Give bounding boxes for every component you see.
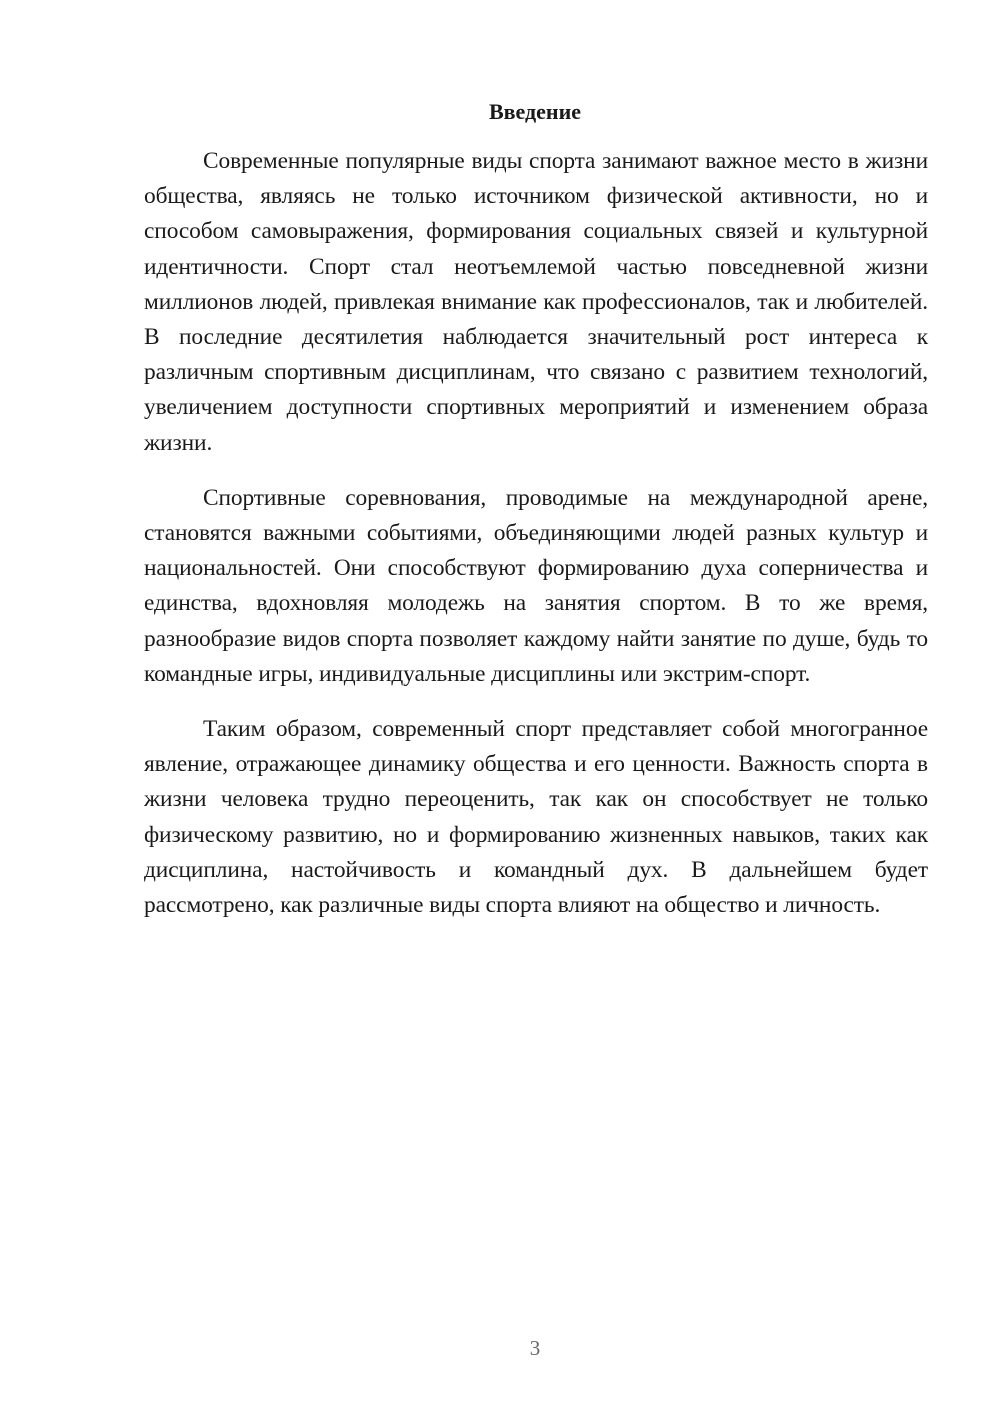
paragraph-3: Таким образом, современный спорт представляет собой многогранное явление, отражающее динамику общества и его ценности. Важность спорта в жизни человека трудно переоценить, так как он способствует не только физическому развитию, но и формированию жизненных навыков, таких как дисциплина, настойчивость и командный дух. В дальнейшем будет рассмотрено, как различные виды спорта влияют на общество и личность. <box>144 716 928 919</box>
body-text <box>144 144 928 943</box>
paragraph-1: Современные популярные виды спорта занимают важное место в жизни общества, являясь не только источником физической активности, но и способом самовыражения, формирования социальных связей и культурной идентичности. Спорт стал неотъемлемой частью повседневной жизни миллионов людей, привлекая внимание как профессионалов, так и любителей. В последние десятилетия наблюдается значительный рост интереса к различным спортивным дисциплинам, что связано с развитием технологий, увеличением доступности спортивных мероприятий и изменением образа жизни. <box>144 148 928 456</box>
paragraph-2: Спортивные соревнования, проводимые на международной арене, становятся важными событиями, объединяющими людей разных культур и национальностей. Они способствуют формированию духа соперничества и единства, вдохновляя молодежь на занятия спортом. В то же время, разнообразие видов спорта позволяет каждому найти занятие по душе, будь то командные игры, индивидуальные дисциплины или экстрим-спорт. <box>144 484 928 687</box>
page-number: 3 <box>529 1336 541 1360</box>
section-title: Введение <box>488 99 582 124</box>
